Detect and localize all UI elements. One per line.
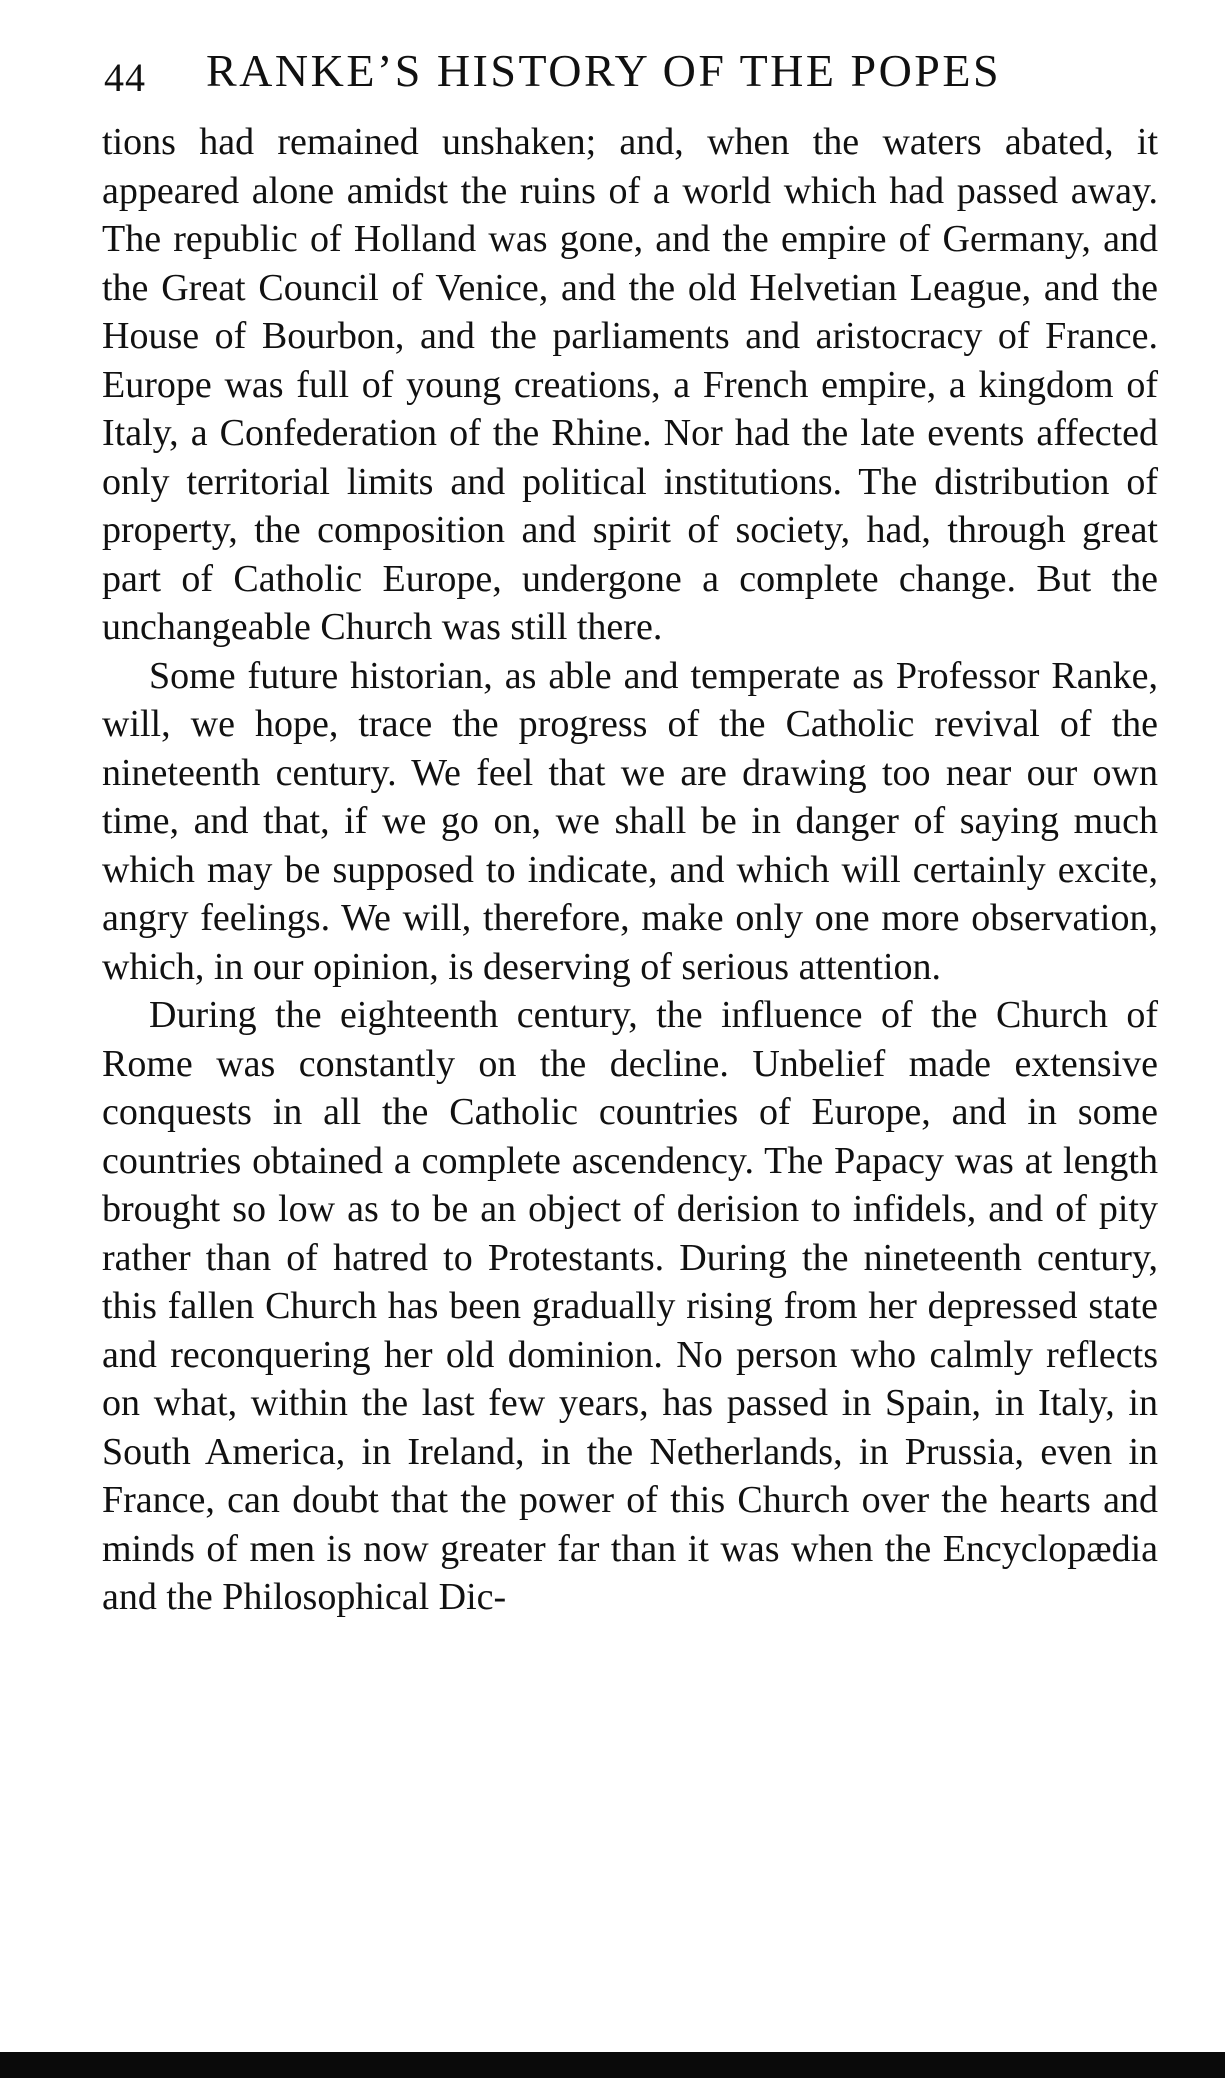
- body-text: [102, 118, 1158, 1622]
- paragraph-future-historian: Some future historian, as able and temperate as Professor Ranke, will, we hope, trace the progress of the Catholic revival of the nineteenth century. We feel that we are drawing too near our own time, and that, if we go on, we shall be in danger of saying much which may be supposed to indicate, and which will certainly excite, angry feelings. We will, therefore, make only one more observation, which, in our opinion, is deserving of serious attention.: [102, 654, 1158, 988]
- page-number: 44: [104, 55, 146, 100]
- running-title: RANKE’S HISTORY OF THE POPES: [206, 45, 1002, 96]
- page-header: [104, 40, 1134, 112]
- scan-bottom-edge: [0, 2052, 1225, 2078]
- paragraph-eighteenth-century: During the eighteenth century, the influence of the Church of Rome was constantly on the decline. Unbelief made extensive conquests in all the Catholic countries of Europe, and in some countries obtained a complete ascendency. The Papacy was at length brought so low as to be an object of derision to infidels, and of pity rather than of hatred to Protestants. During the nineteenth century, this fallen Church has been gradually rising from her depressed state and reconquering her old dominion. No person who calmly reflects on what, within the last few years, has passed in Spain, in Italy, in South America, in Ireland, in the Netherlands, in Prussia, even in France, can doubt that the power of this Church over the hearts and minds of men is now greater far than it was when the Encyclopædia and the Philosophical Dic-: [102, 994, 1158, 1618]
- paragraph-continuation: tions had remained unshaken; and, when the waters abated, it appeared alone amidst the ruins of a world which had passed away. The republic of Holland was gone, and the empire of Germany, and the Great Council of Venice, and the old Helvetian League, and the House of Bourbon, and the parliaments and aristocracy of France. Europe was full of young creations, a French empire, a kingdom of Italy, a Confederation of the Rhine. Nor had the late events affected only territorial limits and political institutions. The distribution of property, the composition and spirit of society, had, through great part of Catholic Europe, undergone a complete change. But the unchangeable Church was still there.: [102, 121, 1158, 648]
